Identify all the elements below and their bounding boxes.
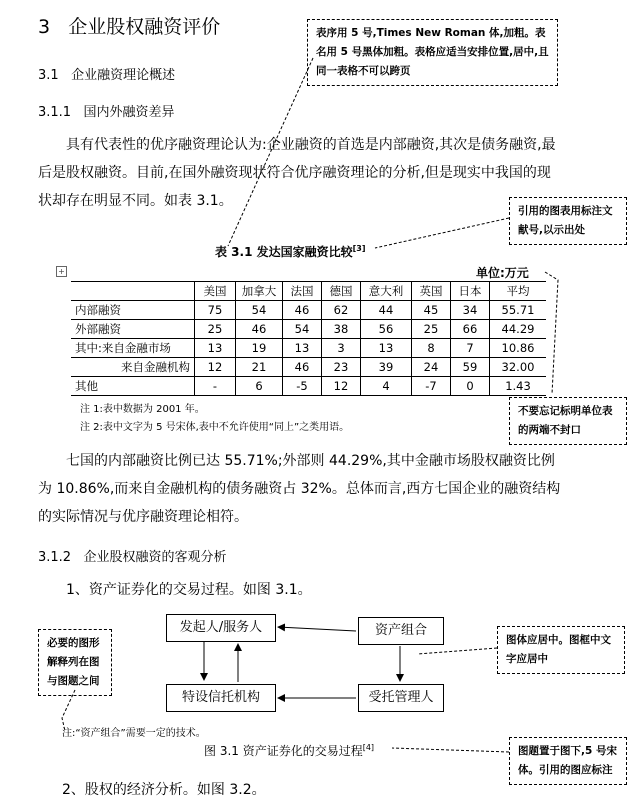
figure-note: 注:“资产组合”需要一定的技术。 [62,728,206,739]
diagram-box-originator: 发起人/服务人 [166,614,276,642]
diagram-box-trustee: 受托管理人 [358,684,444,712]
table-cell: 54 [283,320,322,339]
table-cell: - [195,377,236,396]
table-cell: 10.86 [490,339,547,358]
heading-1-text: 企业股权融资评价 [68,16,221,38]
table-header-cell: 法国 [283,282,322,301]
diagram-box-asset-pool: 资产组合 [358,617,444,645]
figure-caption [204,742,374,759]
table-cell: 24 [412,358,451,377]
table-cell: 25 [412,320,451,339]
note-figure-explain: 必要的图形解释列在图与图题之间 [38,629,112,696]
table-cell: 13 [195,339,236,358]
table-cell: -5 [283,377,322,396]
table-cell: 32.00 [490,358,547,377]
table-cell: 45 [412,301,451,320]
figure-caption-ref: [4] [362,743,375,752]
table-cell: 56 [361,320,412,339]
table-cell: 12 [195,358,236,377]
heading-3a-number: 3.1.1 [38,105,72,120]
table-cell: 3 [322,339,361,358]
list-item-1: 1、资产证券化的交易过程。如图 3.1。 [66,582,312,598]
table-header-cell: 美国 [195,282,236,301]
table-cell: 75 [195,301,236,320]
diagram-box-trust: 特设信托机构 [166,684,276,712]
table-row-head: 内部融资 [71,301,195,320]
heading-3b-text: 企业股权融资的客观分析 [83,550,227,565]
table-note-2: 注 2:表中文字为 5 号宋体,表中不允许使用“同上”之类用语。 [80,422,350,433]
table-row-head: 其他 [71,377,195,396]
table-move-handle-icon[interactable]: + [56,266,67,277]
arrow-assetpool-to-originator [278,627,356,631]
table-cell: 34 [451,301,490,320]
table-header-cell: 英国 [412,282,451,301]
table-cell: 44 [361,301,412,320]
note-cite: 引用的图表用标注文献号,以示出处 [509,197,627,245]
table-cell: 19 [236,339,283,358]
table-cell: 1.43 [490,377,547,396]
table-header-cell: 德国 [322,282,361,301]
table-cell: 55.71 [490,301,547,320]
table-unit: 单位:万元 [476,266,529,280]
figure-caption-text: 图 3.1 资产证券化的交易过程 [204,744,363,758]
table-header-cell: 意大利 [361,282,412,301]
table-cell: 8 [412,339,451,358]
paragraph-2: 七国的内部融资比例已达 55.71%;外部则 44.29%,其中金融市场股权融资比例为 10.86%,而来自金融机构的债务融资占 32%。总体而言,西方七国企业的融资结构的实际情况与优序融资理论相符。 [38,453,561,525]
table-cell: 12 [322,377,361,396]
table-cell: 66 [451,320,490,339]
note-unit: 不要忘记标明单位表的两端不封口 [509,397,627,445]
table-cell: 62 [322,301,361,320]
table-header-cell: 加拿大 [236,282,283,301]
table-cell: 25 [195,320,236,339]
paragraph-1: 具有代表性的优序融资理论认为:企业融资的首选是内部融资,其次是债务融资,最后是股权融资。目前,在国外融资现状符合优序融资理论的分析,但是现实中我国的现状却存在明显不同。如表 3.1。 [38,137,556,209]
table-cell: 23 [322,358,361,377]
table-caption-text: 表 3.1 发达国家融资比较 [215,245,353,259]
table-cell: 59 [451,358,490,377]
table-cell: 44.29 [490,320,547,339]
table-cell: 13 [361,339,412,358]
table-row-head: 外部融资 [71,320,195,339]
table-cell: 21 [236,358,283,377]
table-cell: 54 [236,301,283,320]
table-cell: 13 [283,339,322,358]
heading-2-text: 企业融资理论概述 [71,68,176,83]
table-cell: 0 [451,377,490,396]
table-cell: 6 [236,377,283,396]
heading-3a-text: 国内外融资差异 [83,105,175,120]
table-caption-ref: [3] [352,244,366,253]
table-header-cell: 平均 [490,282,547,301]
heading-2-number: 3.1 [38,68,59,83]
table-row-head: 其中:来自金融市场 [71,339,195,358]
table-cell: 46 [236,320,283,339]
note-figure-caption: 图题置于图下,5 号宋体。引用的图应标注 [509,737,627,785]
note-table-font: 表序用 5 号,Times New Roman 体,加粗。表名用 5 号黑体加粗。表格应适当安排位置,居中,且同一表格不可以跨页 [307,19,558,86]
note-figure-center: 图体应居中。图框中文字应居中 [497,626,625,674]
table-cell: 39 [361,358,412,377]
table-cell: 4 [361,377,412,396]
table-cell: 46 [283,358,322,377]
table-cell: -7 [412,377,451,396]
table-note-1: 注 1:表中数据为 2001 年。 [80,404,205,415]
table-cell: 38 [322,320,361,339]
heading-1-number: 3 [38,16,51,38]
heading-3b-number: 3.1.2 [38,550,72,565]
table-row-head: 来自金融机构 [71,358,195,377]
list-item-2: 2、股权的经济分析。如图 3.2。 [62,782,266,798]
table-cell: 7 [451,339,490,358]
table-header-cell: 日本 [451,282,490,301]
table-cell: 46 [283,301,322,320]
